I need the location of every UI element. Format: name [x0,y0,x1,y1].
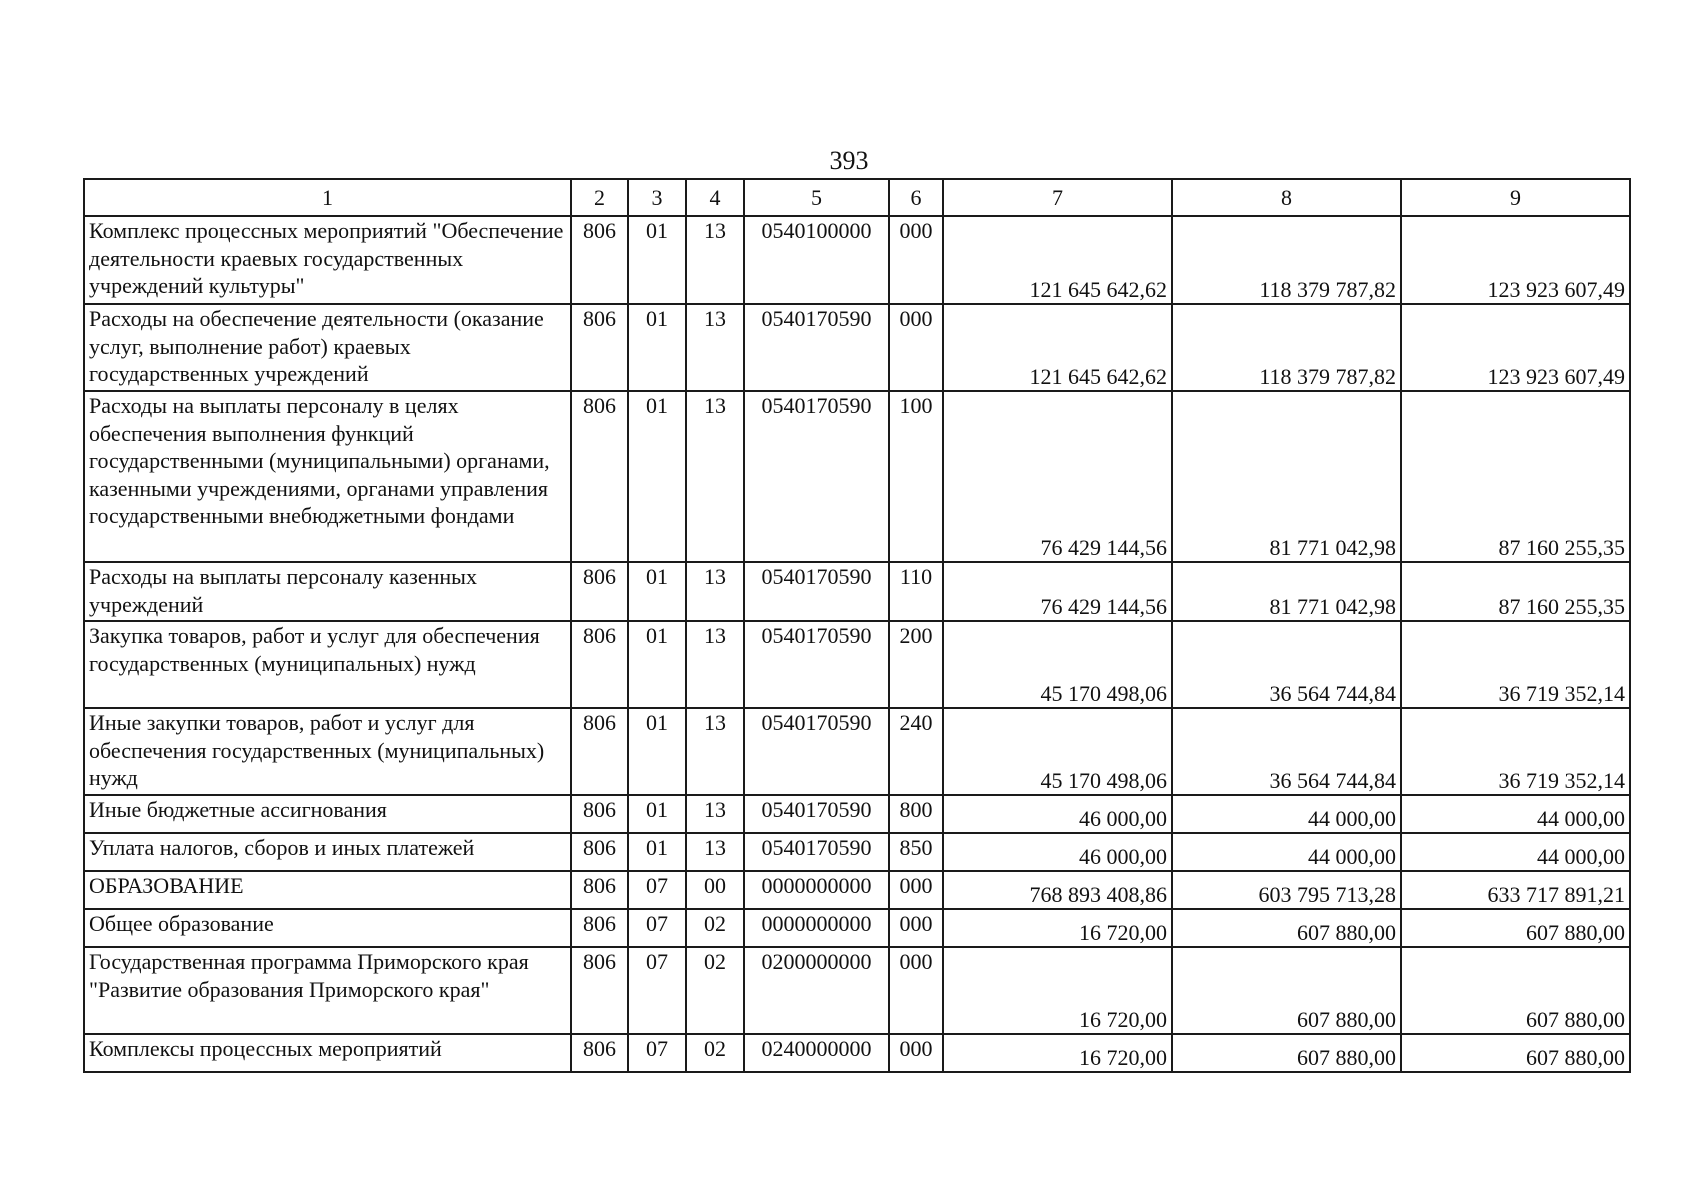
row-col-8: 36 564 744,84 [1172,621,1401,708]
row-col-7: 16 720,00 [943,909,1172,947]
row-col-5: 0540170590 [744,391,889,562]
row-name: Государственная программа Приморского края "Развитие образования Приморского края" [84,947,571,1034]
row-col-4: 13 [686,391,744,562]
row-col-4: 02 [686,947,744,1034]
row-col-5: 0540170590 [744,833,889,871]
row-col-3: 07 [628,1034,686,1072]
row-col-7: 45 170 498,06 [943,621,1172,708]
row-col-3: 01 [628,621,686,708]
row-col-4: 13 [686,216,744,304]
row-col-9: 36 719 352,14 [1401,708,1630,795]
table-row [84,947,1630,1034]
row-col-3: 01 [628,391,686,562]
header-col-8: 8 [1172,179,1401,216]
row-col-9: 87 160 255,35 [1401,562,1630,621]
row-col-3: 01 [628,795,686,833]
row-col-3: 01 [628,216,686,304]
row-col-4: 13 [686,621,744,708]
table-row [84,871,1630,909]
row-col-4: 02 [686,909,744,947]
row-col-8: 36 564 744,84 [1172,708,1401,795]
row-col-3: 01 [628,833,686,871]
header-col-3: 3 [628,179,686,216]
row-col-8: 607 880,00 [1172,947,1401,1034]
row-col-2: 806 [571,216,628,304]
row-col-3: 07 [628,947,686,1034]
header-col-9: 9 [1401,179,1630,216]
row-col-4: 00 [686,871,744,909]
row-name: Комплекс процессных мероприятий "Обеспечение деятельности краевых государственных учреждений культуры" [84,216,571,304]
row-col-5: 0540170590 [744,708,889,795]
row-col-3: 07 [628,909,686,947]
row-col-4: 02 [686,1034,744,1072]
table-row [84,795,1630,833]
row-col-5: 0000000000 [744,909,889,947]
header-col-5: 5 [744,179,889,216]
header-row [84,179,1630,216]
row-col-8: 81 771 042,98 [1172,391,1401,562]
row-col-5: 0240000000 [744,1034,889,1072]
row-col-7: 121 645 642,62 [943,216,1172,304]
header-col-1: 1 [84,179,571,216]
table-row [84,304,1630,391]
row-col-9: 36 719 352,14 [1401,621,1630,708]
row-col-2: 806 [571,562,628,621]
row-col-2: 806 [571,391,628,562]
row-col-6: 000 [889,871,943,909]
row-col-9: 87 160 255,35 [1401,391,1630,562]
header-col-7: 7 [943,179,1172,216]
row-col-2: 806 [571,708,628,795]
row-name: Иные бюджетные ассигнования [84,795,571,833]
row-name: Расходы на обеспечение деятельности (оказание услуг, выполнение работ) краевых государственных учреждений [84,304,571,391]
row-col-4: 13 [686,833,744,871]
row-col-7: 76 429 144,56 [943,391,1172,562]
row-col-2: 806 [571,909,628,947]
row-col-7: 45 170 498,06 [943,708,1172,795]
row-col-5: 0000000000 [744,871,889,909]
row-col-3: 01 [628,562,686,621]
row-col-4: 13 [686,795,744,833]
row-col-8: 607 880,00 [1172,909,1401,947]
row-col-9: 607 880,00 [1401,1034,1630,1072]
row-col-8: 118 379 787,82 [1172,216,1401,304]
row-col-8: 118 379 787,82 [1172,304,1401,391]
row-col-6: 850 [889,833,943,871]
row-col-8: 44 000,00 [1172,795,1401,833]
row-col-2: 806 [571,1034,628,1072]
row-col-3: 01 [628,708,686,795]
table-row [84,621,1630,708]
row-col-9: 44 000,00 [1401,795,1630,833]
row-col-4: 13 [686,708,744,795]
row-col-5: 0200000000 [744,947,889,1034]
table-row [84,391,1630,562]
row-name: Уплата налогов, сборов и иных платежей [84,833,571,871]
header-col-6: 6 [889,179,943,216]
row-col-7: 46 000,00 [943,795,1172,833]
row-col-8: 44 000,00 [1172,833,1401,871]
row-col-3: 07 [628,871,686,909]
table-row [84,216,1630,304]
table-row [84,1034,1630,1072]
row-col-7: 76 429 144,56 [943,562,1172,621]
row-col-8: 603 795 713,28 [1172,871,1401,909]
row-col-7: 121 645 642,62 [943,304,1172,391]
table-row [84,562,1630,621]
header-col-2: 2 [571,179,628,216]
row-col-4: 13 [686,304,744,391]
row-col-7: 768 893 408,86 [943,871,1172,909]
row-name: Иные закупки товаров, работ и услуг для обеспечения государственных (муниципальных) нужд [84,708,571,795]
row-col-5: 0540170590 [744,562,889,621]
row-name: Расходы на выплаты персоналу в целях обеспечения выполнения функций государственными (муниципальными) органами, казенными учреждениями, органами управления государственными внебюджетными фондами [84,391,571,562]
table-row [84,833,1630,871]
row-col-2: 806 [571,304,628,391]
row-col-9: 123 923 607,49 [1401,216,1630,304]
row-name: Закупка товаров, работ и услуг для обеспечения государственных (муниципальных) нужд [84,621,571,708]
row-col-2: 806 [571,947,628,1034]
row-col-2: 806 [571,833,628,871]
row-col-3: 01 [628,304,686,391]
row-col-4: 13 [686,562,744,621]
table-row [84,909,1630,947]
row-name: Расходы на выплаты персоналу казенных учреждений [84,562,571,621]
row-col-9: 607 880,00 [1401,947,1630,1034]
row-col-9: 607 880,00 [1401,909,1630,947]
row-col-9: 633 717 891,21 [1401,871,1630,909]
row-col-6: 000 [889,909,943,947]
row-col-6: 000 [889,216,943,304]
row-col-6: 000 [889,947,943,1034]
row-col-6: 000 [889,1034,943,1072]
row-name: Комплексы процессных мероприятий [84,1034,571,1072]
row-col-6: 110 [889,562,943,621]
row-col-8: 81 771 042,98 [1172,562,1401,621]
row-col-7: 46 000,00 [943,833,1172,871]
row-col-9: 44 000,00 [1401,833,1630,871]
header-col-4: 4 [686,179,744,216]
row-col-2: 806 [571,795,628,833]
row-col-5: 0540170590 [744,621,889,708]
row-col-6: 800 [889,795,943,833]
row-name: Общее образование [84,909,571,947]
row-col-5: 0540100000 [744,216,889,304]
row-col-6: 200 [889,621,943,708]
table-row [84,708,1630,795]
row-name: ОБРАЗОВАНИЕ [84,871,571,909]
row-col-2: 806 [571,621,628,708]
budget-table [83,178,1631,1073]
row-col-8: 607 880,00 [1172,1034,1401,1072]
row-col-6: 000 [889,304,943,391]
row-col-6: 100 [889,391,943,562]
row-col-7: 16 720,00 [943,1034,1172,1072]
row-col-5: 0540170590 [744,304,889,391]
row-col-6: 240 [889,708,943,795]
page-number: 393 [829,146,869,175]
row-col-5: 0540170590 [744,795,889,833]
row-col-2: 806 [571,871,628,909]
row-col-9: 123 923 607,49 [1401,304,1630,391]
row-col-7: 16 720,00 [943,947,1172,1034]
